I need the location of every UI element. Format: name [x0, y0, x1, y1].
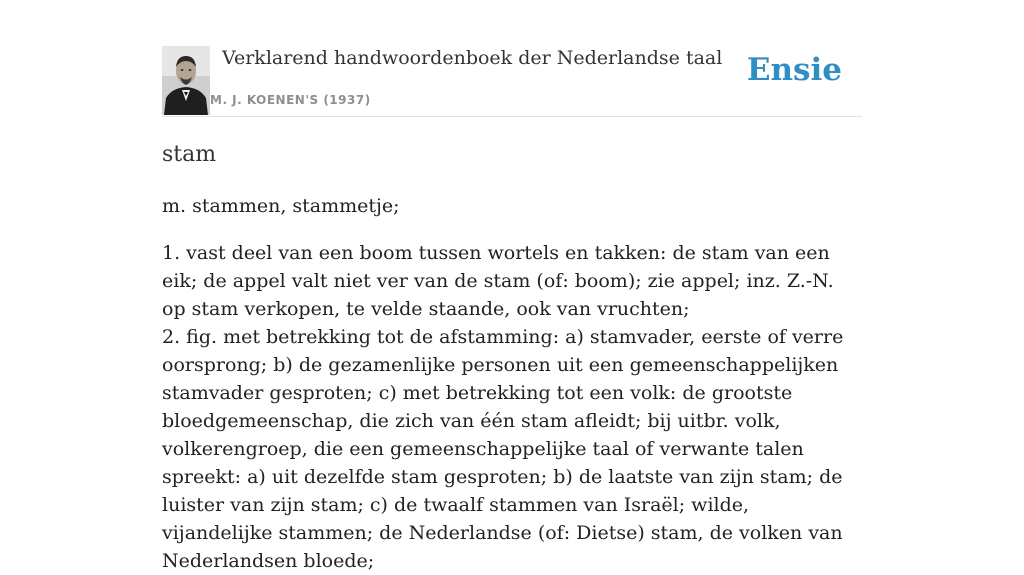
headword: stam: [162, 142, 217, 167]
page: [162, 0, 862, 572]
author-portrait-icon: [162, 46, 210, 115]
definitions: [162, 239, 862, 575]
ensie-logo[interactable]: Ensie: [746, 52, 842, 88]
book-title[interactable]: Verklarend handwoordenboek der Nederlandse taal: [222, 47, 723, 69]
grammar-info: m. stammen, stammetje;: [162, 195, 400, 217]
author-label: M. J. KOENEN'S (1937): [210, 93, 371, 107]
definition-1: 1. vast deel van een boom tussen wortels en takken: de stam van een eik; de appel valt niet ver van de stam (of: boom); zie appel; inz. Z.-N. op stam verkopen, te velde staande, ook van vruchten;: [162, 242, 834, 320]
definition-2: 2. fig. met betrekking tot de afstamming: a) stamvader, eerste of verre oorsprong; b) de gezamenlijke personen uit een gemeenschappelijken stamvader gesproten; c) met betrekking tot een volk: de grootste bloedgemeenschap, die zich van één stam afleidt; bij uitbr. volk, volkerengroep, die een gemeenschappelijke taal of verwante talen spreekt: a) uit dezelfde stam gesproten; b) de laatste van zijn stam; de luister van zijn stam; c) de twaalf stammen van Israël; wilde, vijandelijke stammen; de Nederlandse (of: Dietse) stam, de volken van Nederlandsen bloede;: [162, 326, 844, 572]
header: [162, 0, 862, 117]
